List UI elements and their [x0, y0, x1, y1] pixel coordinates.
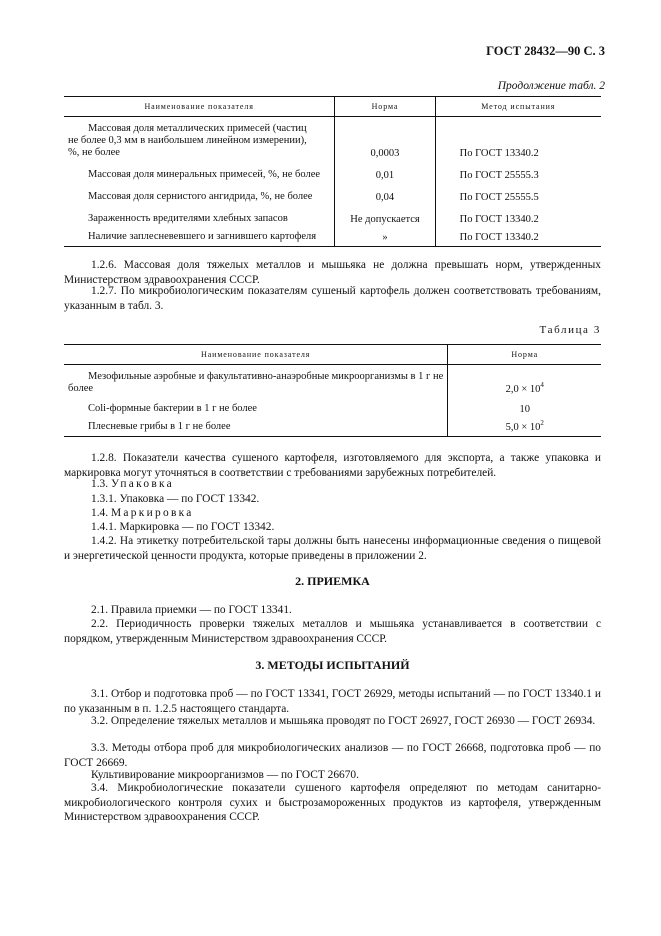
- cell-norm: Не допускается: [335, 203, 435, 225]
- clause-title: Упаковка: [110, 478, 175, 490]
- table-2: [64, 96, 601, 247]
- cell-method: По ГОСТ 25555.3: [435, 159, 601, 181]
- cell-norm: 0,04: [335, 181, 435, 203]
- cell-norm: [448, 365, 601, 395]
- table-header-row: [64, 97, 601, 117]
- cell-method: По ГОСТ 13340.2: [435, 225, 601, 247]
- cell-method: По ГОСТ 13340.2: [435, 203, 601, 225]
- table-3-label: Таблица 3: [539, 324, 601, 336]
- clause-number: 1.4.: [91, 507, 109, 519]
- cell-norm: [448, 395, 601, 415]
- column-header-name: Наименование показателя: [64, 345, 448, 365]
- paragraph-1-4: [64, 506, 601, 521]
- column-header-norm: Норма: [335, 97, 435, 117]
- paragraph-1-2-8: 1.2.8. Показатели качества сушеного картофеля, изготовляемого для экспорта, а также упаковка и маркировка могут уточняться в соответствии с требованиями зарубежных потребителей.: [64, 452, 601, 479]
- paragraph-1-4-1: 1.4.1. Маркировка — по ГОСТ 13342.: [91, 521, 275, 533]
- norm-exponent: 2: [540, 419, 544, 427]
- cell-name: Мезофильные аэробные и факультативно-анаэробные микроорганизмы в 1 г не более: [68, 370, 444, 394]
- table-row: [64, 225, 601, 247]
- table-row: [64, 365, 601, 395]
- cell-name: Coli-формные бактерии в 1 г не более: [88, 402, 257, 414]
- paragraph-3-3-cultivation: Культивирование микроорганизмов — по ГОСТ 26670.: [91, 769, 359, 781]
- norm-exponent: 4: [540, 380, 544, 389]
- cell-method: По ГОСТ 13340.2: [435, 117, 601, 159]
- column-header-name: Наименование показателя: [64, 97, 335, 117]
- paragraph-3-4: 3.4. Микробиологические показатели сушеного картофеля определяют по методам санитарно-микробиологического контроля сухих и быстрозамороженных продуктов из картофеля, утвержденным Министерством здравоохранения СССР.: [64, 782, 601, 823]
- cell-method: По ГОСТ 25555.5: [435, 181, 601, 203]
- paragraph-1-3-1: 1.3.1. Упаковка — по ГОСТ 13342.: [91, 493, 260, 505]
- table-continuation-label: Продолжение табл. 2: [497, 80, 605, 92]
- table-row: [64, 415, 601, 437]
- paragraph-1-3: [64, 477, 601, 492]
- paragraph-3-3: 3.3. Методы отбора проб для микробиологических анализов — по ГОСТ 26668, подготовка проб — по ГОСТ 26669.: [64, 742, 601, 769]
- paragraph-1-4-2: 1.4.2. На этикетку потребительской тары должны быть нанесены информационные сведения о пищевой и энергетической ценности продукта, которые приведены в приложении 2.: [64, 535, 601, 562]
- cell-norm: [448, 415, 601, 437]
- cell-name: Наличие заплесневевшего и загнившего картофеля: [88, 231, 317, 242]
- clause-title: Маркировка: [110, 507, 194, 519]
- paragraph-3-2: 3.2. Определение тяжелых металлов и мышьяка проводят по ГОСТ 26927, ГОСТ 26930 — ГОСТ 26934.: [91, 715, 596, 727]
- cell-name: Зараженность вредителями хлебных запасов: [88, 212, 288, 224]
- cell-name: Массовая доля металлических примесей (частиц не более 0,3 мм в наибольшем линейном измерении), %, не более: [68, 122, 307, 158]
- cell-norm: 0,0003: [335, 117, 435, 159]
- cell-name: Массовая доля сернистого ангидрида, %, не более: [88, 190, 313, 202]
- cell-name: Плесневые грибы в 1 г не более: [88, 421, 231, 432]
- cell-norm: »: [335, 225, 435, 247]
- table-row: [64, 159, 601, 181]
- paragraph-3-1: 3.1. Отбор и подготовка проб — по ГОСТ 13341, ГОСТ 26929, методы испытаний — по ГОСТ 13340.1 и по указанным в п. 1.2.5 настоящего стандарта.: [64, 688, 601, 715]
- cell-name: Массовая доля минеральных примесей, %, не более: [88, 168, 321, 180]
- cell-norm: 0,01: [335, 159, 435, 181]
- table-row: [64, 181, 601, 203]
- table-row: [64, 117, 601, 159]
- section-heading-3: 3. МЕТОДЫ ИСПЫТАНИЙ: [255, 658, 410, 672]
- paragraph-2-2: 2.2. Периодичность проверки тяжелых металлов и мышьяка устанавливается в соответствии с порядком, утвержденным Министерством здравоохранения СССР.: [64, 618, 601, 645]
- clause-number: 1.3.: [91, 478, 109, 490]
- page-header: ГОСТ 28432—90 С. 3: [486, 44, 605, 58]
- table-row: [64, 203, 601, 225]
- norm-mantissa: 2,0 × 10: [505, 383, 541, 395]
- section-heading-2: 2. ПРИЕМКА: [295, 574, 370, 588]
- table-header-row: [64, 345, 601, 365]
- column-header-norm: Норма: [448, 345, 601, 365]
- paragraph-1-2-6: 1.2.6. Массовая доля тяжелых металлов и мышьяка не должна превышать норм, утвержденных Министерством здравоохранения СССР.: [64, 259, 601, 286]
- table-row: [64, 395, 601, 415]
- norm-mantissa: 10: [519, 403, 530, 415]
- table-3: [64, 344, 601, 437]
- paragraph-1-2-7: 1.2.7. По микробиологическим показателям сушеный картофель должен соответствовать требованиям, указанным в табл. 3.: [64, 285, 601, 312]
- column-header-method: Метод испытания: [435, 97, 601, 117]
- norm-mantissa: 5,0 × 10: [505, 422, 541, 433]
- paragraph-2-1: 2.1. Правила приемки — по ГОСТ 13341.: [91, 604, 292, 616]
